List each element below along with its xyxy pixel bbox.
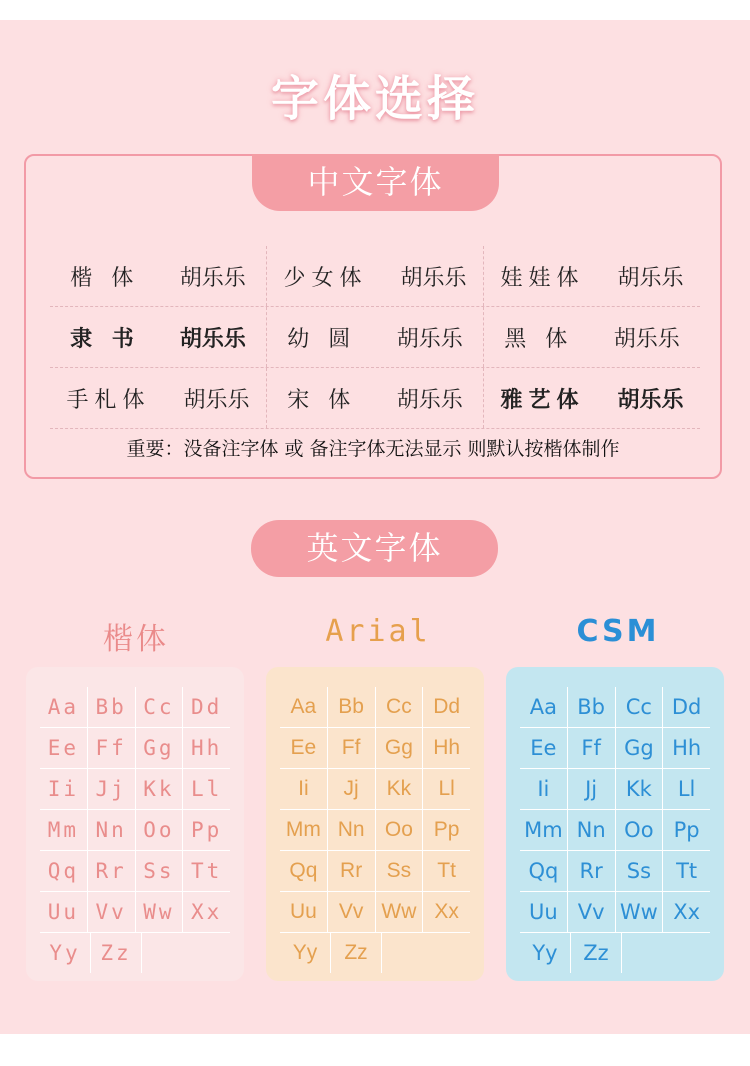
- letter-pair: Tt: [676, 859, 698, 883]
- letter-pair: Ww: [376, 892, 424, 932]
- letter-pair: Ll: [438, 777, 455, 800]
- letter-grid: [520, 687, 710, 973]
- letter-pair: Pp: [673, 818, 700, 842]
- english-font-title-arial: Arial: [325, 614, 431, 649]
- letter-row: [520, 933, 710, 973]
- letter-pair: Jj: [328, 769, 376, 809]
- letter-pair: Ss: [136, 851, 184, 891]
- font-name: 手札体: [66, 387, 151, 413]
- font-name: 少女体: [283, 265, 368, 291]
- letter-pair: Uu: [280, 892, 328, 932]
- letter-pair: Zz: [571, 933, 622, 973]
- font-sample: 胡乐乐: [613, 326, 680, 352]
- letter-row: [280, 769, 470, 810]
- alphabet-card-arial[interactable]: [266, 667, 484, 981]
- letter-row: [520, 892, 710, 933]
- letter-pair: Qq: [280, 851, 328, 891]
- letter-pair: Pp: [190, 818, 223, 842]
- alphabet-card-kaiti[interactable]: [26, 667, 244, 981]
- letter-pair: Ee: [40, 728, 88, 768]
- font-name: 楷 体: [70, 265, 140, 291]
- letter-pair: Tt: [190, 859, 223, 883]
- letter-pair: Zz: [331, 933, 382, 973]
- letter-pair: Aa: [280, 687, 328, 727]
- letter-row: [40, 687, 230, 728]
- font-name: 幼 圆: [287, 326, 357, 352]
- font-option-songti[interactable]: [267, 368, 484, 428]
- letter-row: [280, 892, 470, 933]
- letter-pair: Hh: [433, 736, 461, 759]
- letter-pair: Mm: [280, 810, 328, 850]
- letter-row: [280, 728, 470, 769]
- letter-pair: Vv: [88, 892, 136, 932]
- chinese-font-grid: [50, 246, 700, 429]
- letter-pair: Cc: [376, 687, 424, 727]
- font-name: 隶 书: [70, 325, 140, 352]
- letter-pair: Kk: [616, 769, 664, 809]
- letter-row: [520, 769, 710, 810]
- font-option-youyuan[interactable]: [267, 307, 484, 367]
- font-sample: 胡乐乐: [396, 326, 463, 352]
- letter-pair: Uu: [40, 892, 88, 932]
- letter-pair: Hh: [672, 736, 702, 760]
- letter-pair: Bb: [568, 687, 616, 727]
- font-sample: 胡乐乐: [183, 387, 250, 413]
- english-font-title-csm: CSM: [576, 614, 660, 649]
- letter-pair: Aa: [40, 687, 88, 727]
- letter-pair: Ii: [520, 769, 568, 809]
- letter-row: [40, 728, 230, 769]
- letter-pair: Ii: [280, 769, 328, 809]
- font-row: [50, 368, 700, 429]
- letter-pair: Rr: [88, 851, 136, 891]
- letter-pair: Nn: [568, 810, 616, 850]
- letter-pair: Yy: [40, 933, 91, 973]
- letter-pair: Xx: [190, 900, 223, 924]
- letter-row: [280, 810, 470, 851]
- font-option-yayi[interactable]: [484, 368, 700, 428]
- letter-row: [40, 810, 230, 851]
- letter-pair: Qq: [520, 851, 568, 891]
- letter-pair: Bb: [328, 687, 376, 727]
- letter-row: [40, 892, 230, 933]
- letter-row: [520, 810, 710, 851]
- letter-pair: Hh: [190, 736, 223, 760]
- letter-pair: Ww: [136, 892, 184, 932]
- letter-pair: Ee: [280, 728, 328, 768]
- letter-pair: Nn: [328, 810, 376, 850]
- chinese-fonts-header: 中文字体: [252, 154, 499, 211]
- letter-pair: Oo: [136, 810, 184, 850]
- font-option-heiti[interactable]: [484, 307, 700, 367]
- letter-pair: Bb: [88, 687, 136, 727]
- letter-pair: Ee: [520, 728, 568, 768]
- letter-pair: Pp: [433, 818, 460, 841]
- letter-pair: Qq: [40, 851, 88, 891]
- letter-row: [520, 728, 710, 769]
- letter-pair: Ii: [40, 769, 88, 809]
- font-sample: 胡乐乐: [179, 325, 246, 352]
- font-option-shouzha[interactable]: [50, 368, 267, 428]
- letter-pair: Kk: [136, 769, 184, 809]
- letter-pair: Mm: [520, 810, 568, 850]
- font-name: 黑 体: [504, 326, 574, 352]
- font-row: [50, 307, 700, 368]
- letter-row: [520, 687, 710, 728]
- font-default-note: 重要：没备注字体 或 备注字体无法显示 则默认按楷体制作: [126, 438, 620, 460]
- letter-pair: Cc: [136, 687, 184, 727]
- letter-row: [40, 769, 230, 810]
- letter-pair: Dd: [190, 695, 223, 719]
- letter-row: [280, 687, 470, 728]
- letter-row: [40, 933, 230, 973]
- letter-pair: Uu: [520, 892, 568, 932]
- letter-pair: Dd: [433, 695, 461, 718]
- letter-row: [40, 851, 230, 892]
- font-name: 娃娃体: [500, 265, 585, 291]
- font-option-lishu[interactable]: [50, 307, 267, 367]
- letter-pair: Ff: [88, 728, 136, 768]
- letter-pair: Rr: [328, 851, 376, 891]
- letter-pair: Rr: [568, 851, 616, 891]
- font-option-shaonv[interactable]: [267, 246, 484, 306]
- font-name: 雅艺体: [500, 387, 585, 413]
- letter-pair: Oo: [616, 810, 664, 850]
- letter-pair: Gg: [136, 728, 184, 768]
- letter-pair: Aa: [520, 687, 568, 727]
- letter-pair: Jj: [88, 769, 136, 809]
- font-row: [50, 246, 700, 307]
- letter-row: [520, 851, 710, 892]
- letter-pair: Ff: [328, 728, 376, 768]
- letter-pair: Oo: [376, 810, 424, 850]
- font-sample: 胡乐乐: [179, 265, 246, 291]
- letter-row: [280, 933, 470, 973]
- letter-pair: Ww: [616, 892, 664, 932]
- font-sample: 胡乐乐: [396, 387, 463, 413]
- font-sample: 胡乐乐: [400, 265, 467, 291]
- letter-pair: Xx: [673, 900, 701, 924]
- font-option-kaiti[interactable]: [50, 246, 267, 306]
- english-font-title-kaiti: 楷体: [103, 622, 169, 657]
- letter-pair: Gg: [376, 728, 424, 768]
- letter-pair: Cc: [616, 687, 664, 727]
- letter-pair: Gg: [616, 728, 664, 768]
- letter-pair: Ll: [677, 777, 696, 801]
- letter-row: [280, 851, 470, 892]
- letter-pair: Yy: [280, 933, 331, 973]
- page-title: 字体选择: [270, 71, 479, 127]
- font-sample: 胡乐乐: [617, 265, 684, 291]
- letter-grid: [280, 687, 470, 973]
- letter-grid: [40, 687, 230, 973]
- letter-pair: Ll: [190, 777, 223, 801]
- letter-pair: Dd: [671, 695, 702, 719]
- letter-pair: Xx: [434, 900, 459, 923]
- font-sample: 胡乐乐: [617, 387, 684, 413]
- letter-pair: Nn: [88, 810, 136, 850]
- font-name: 宋 体: [287, 387, 357, 413]
- letter-pair: Yy: [520, 933, 571, 973]
- letter-pair: Vv: [328, 892, 376, 932]
- letter-pair: Kk: [376, 769, 424, 809]
- letter-pair: Vv: [568, 892, 616, 932]
- alphabet-card-csm[interactable]: [506, 667, 724, 981]
- letter-pair: Ff: [568, 728, 616, 768]
- letter-pair: Ss: [376, 851, 424, 891]
- letter-pair: Mm: [40, 810, 88, 850]
- english-fonts-header: 英文字体: [251, 520, 498, 577]
- letter-pair: Jj: [568, 769, 616, 809]
- letter-pair: Zz: [91, 933, 142, 973]
- letter-pair: Ss: [616, 851, 664, 891]
- font-option-wawa[interactable]: [484, 246, 700, 306]
- letter-pair: Tt: [437, 859, 456, 882]
